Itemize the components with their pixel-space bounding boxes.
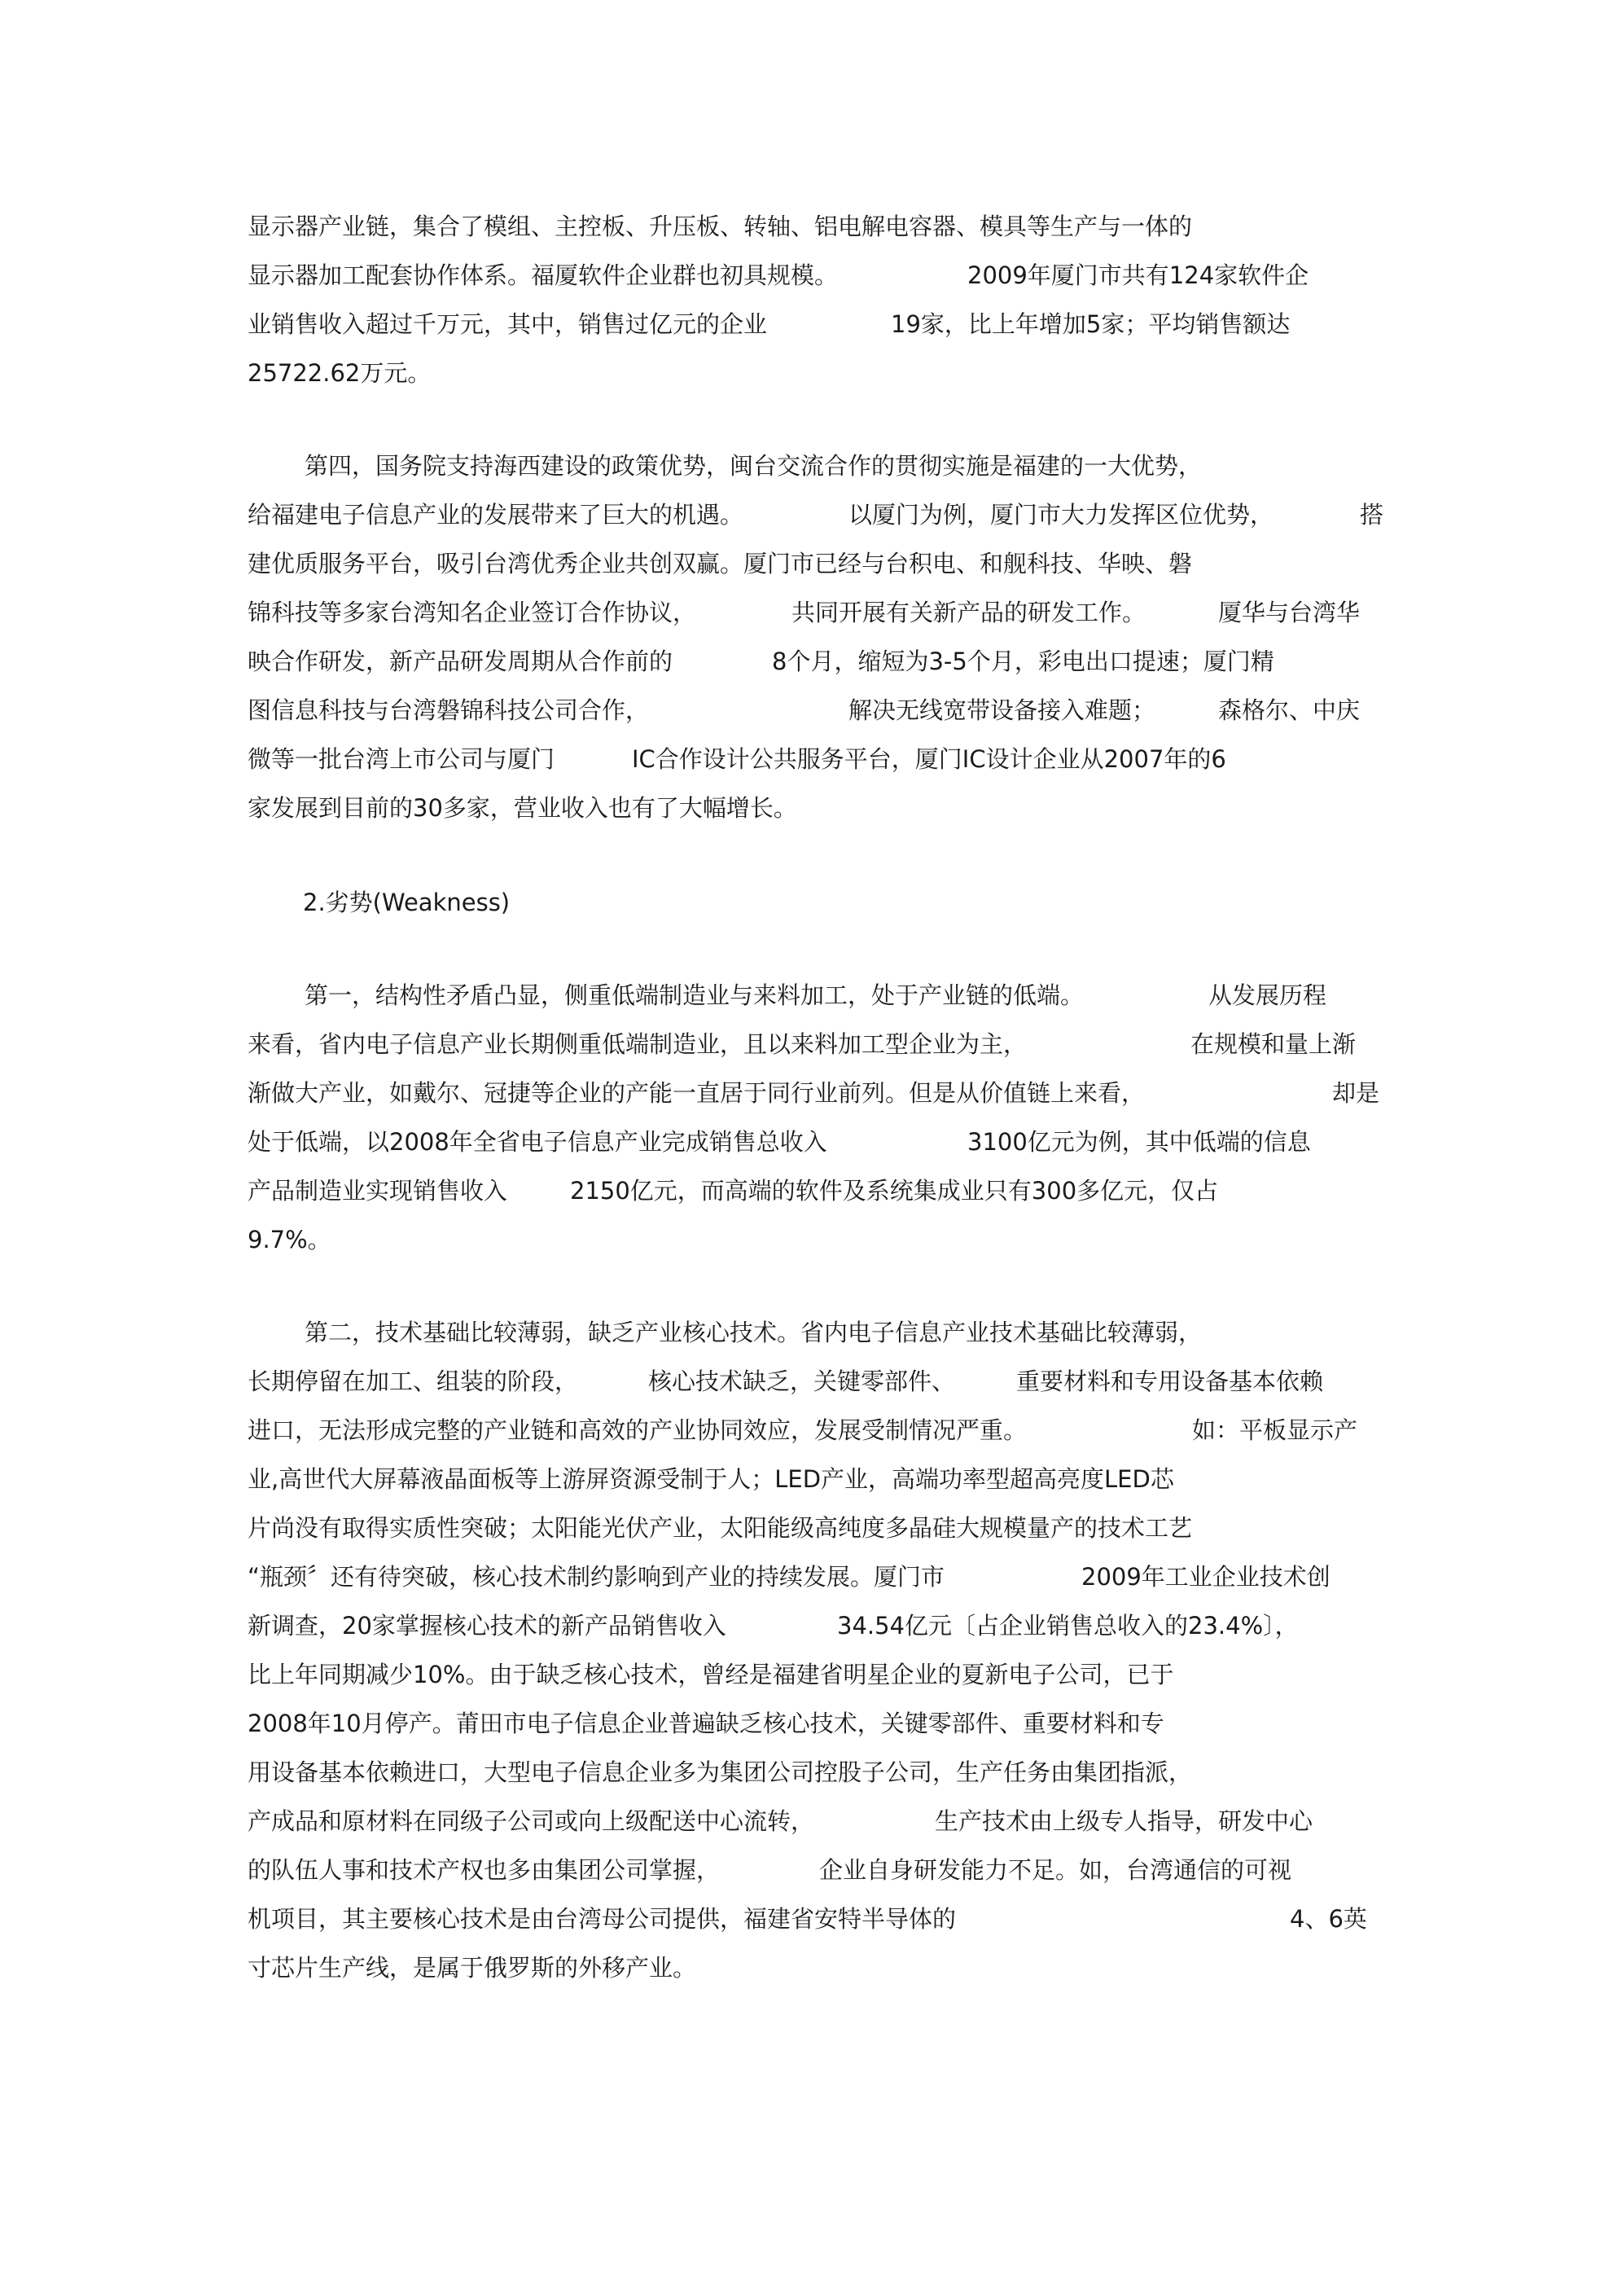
text-segment: 锦科技等多家台湾知名企业签订合作协议， <box>248 599 697 626</box>
p3-line-4-seg <box>967 1126 1311 1158</box>
text-segment: 的队伍人事和技术产权也多由集团公司掌握， <box>248 1856 721 1884</box>
text-segment: 核心技术缺乏，关键零部件、 <box>648 1368 956 1395</box>
p4-line-7-seg <box>837 1609 1299 1642</box>
p2-line-4-seg <box>1218 596 1360 629</box>
text-segment: 企业自身研发能力不足。如，台湾通信的可视 <box>819 1856 1292 1884</box>
p4-line-13 <box>248 1903 956 1935</box>
p2-line-7-seg <box>632 743 1226 775</box>
text-segment: 从发展历程 <box>1208 981 1327 1009</box>
text-segment: 解决无线宽带设备接入难题； <box>848 696 1156 724</box>
p2-line-2 <box>248 498 743 531</box>
p1-line-3 <box>248 308 767 340</box>
text-segment: 搭 <box>1360 501 1384 529</box>
text-segment: 森格尔、中庆 <box>1218 696 1361 724</box>
text-segment: 渐做大产业，如戴尔、冠捷等企业的产能一直居于同行业前列。但是从价值链上来看， <box>248 1079 1146 1107</box>
p3-line-3 <box>248 1077 1145 1109</box>
p2-line-2-seg <box>1360 498 1383 531</box>
text-segment: 厦华与台湾华 <box>1218 599 1361 626</box>
p3-line-6 <box>248 1223 331 1256</box>
text-segment: 片尚没有取得实质性突破；太阳能光伏产业，太阳能级高纯度多晶硅大规模量产的技术工艺 <box>248 1514 1193 1542</box>
text-segment: 以厦门为例，厦门市大力发挥区位优势， <box>848 501 1274 529</box>
text-segment: 第一，结构性矛盾凸显，侧重低端制造业与来料加工，处于产业链的低端。 <box>305 981 1085 1009</box>
p3-line-4 <box>248 1126 827 1158</box>
text-segment: 2009年工业企业技术创 <box>1081 1563 1330 1591</box>
section-heading-weakness: 2.劣势(Weakness) <box>303 889 511 916</box>
text-segment: 在规模和量上渐 <box>1190 1030 1357 1058</box>
p2-line-2-seg <box>848 498 1273 531</box>
text-segment: 2009年厦门市共有124家软件企 <box>967 261 1309 289</box>
p3-line-5 <box>248 1174 507 1207</box>
text-segment: 来看，省内电子信息产业长期侧重低端制造业，且以来料加工型企业为主， <box>248 1030 1028 1058</box>
p4-line-5 <box>248 1512 1192 1544</box>
p2-line-8 <box>248 792 797 824</box>
p3-line-2-seg <box>1190 1028 1356 1060</box>
text-segment: “瓶颈〞还有待突破，核心技术制约影响到产业的持续发展。厦门市 <box>248 1563 945 1591</box>
p1-line-2 <box>248 259 838 292</box>
p4-line-6 <box>248 1561 945 1593</box>
text-segment: 机项目，其主要核心技术是由台湾母公司提供，福建省安特半导体的 <box>248 1905 957 1933</box>
p2-line-4-seg <box>791 596 1146 629</box>
text-segment: 处于低端，以2008年全省电子信息产业完成销售总收入 <box>248 1128 827 1156</box>
p1-line-1 <box>248 210 1192 243</box>
text-segment: 25722.62万元。 <box>248 359 432 387</box>
text-segment: 如：平板显示产 <box>1192 1416 1358 1444</box>
p4-line-11 <box>248 1805 814 1837</box>
text-segment: 寸芯片生产线，是属于俄罗斯的外移产业。 <box>248 1954 697 1982</box>
p2-line-5 <box>248 645 673 678</box>
p4-line-14 <box>248 1951 696 1984</box>
p4-line-8 <box>248 1658 1173 1691</box>
text-segment: 家发展到目前的30多家，营业收入也有了大幅增长。 <box>248 794 797 822</box>
p4-line-13-seg <box>1290 1903 1367 1935</box>
text-segment: 进口，无法形成完整的产业链和高效的产业协同效应，发展受制情况严重。 <box>248 1416 1028 1444</box>
p3-line-3-seg <box>1332 1077 1379 1109</box>
p2-line-1 <box>305 450 1202 482</box>
p4-line-2-seg <box>1016 1365 1323 1398</box>
p4-line-9 <box>248 1707 1164 1740</box>
p4-line-12-seg <box>819 1854 1291 1886</box>
p2-line-6-seg <box>848 694 1155 727</box>
text-segment: 产成品和原材料在同级子公司或向上级配送中心流转， <box>248 1807 815 1835</box>
p2-line-7 <box>248 743 555 775</box>
text-segment: 重要材料和专用设备基本依赖 <box>1016 1368 1324 1395</box>
text-segment: 比上年同期减少10%。由于缺乏核心技术，曾经是福建省明星企业的夏新电子公司，已于 <box>248 1661 1174 1688</box>
text-segment: 业,高世代大屏幕液晶面板等上游屏资源受制于人；LED产业，高端功率型超高亮度LED芯 <box>248 1465 1174 1493</box>
p2-line-5-seg <box>772 645 1274 678</box>
text-segment: 映合作研发，新产品研发周期从合作前的 <box>248 648 673 675</box>
text-segment: 第二，技术基础比较薄弱，缺乏产业核心技术。省内电子信息产业技术基础比较薄弱， <box>305 1319 1203 1346</box>
p1-line-2-seg <box>967 259 1309 292</box>
p3-line-1 <box>305 979 1084 1012</box>
text-segment: 34.54亿元〔占企业销售总收入的23.4%〕， <box>837 1612 1299 1640</box>
p2-line-6 <box>248 694 649 727</box>
p4-line-3-seg <box>1192 1414 1357 1447</box>
text-segment: 长期停留在加工、组装的阶段， <box>248 1368 579 1395</box>
p4-line-7 <box>248 1609 726 1642</box>
text-segment: 9.7%。 <box>248 1226 331 1253</box>
text-segment: 图信息科技与台湾磐锦科技公司合作， <box>248 696 650 724</box>
text-segment: 显示器加工配套协作体系。福厦软件企业群也初具规模。 <box>248 261 839 289</box>
text-segment: 显示器产业链，集合了模组、主控板、升压板、转轴、铝电解电容器、模具等生产与一体的 <box>248 213 1193 240</box>
text-segment: 19家，比上年增加5家；平均销售额达 <box>891 310 1291 338</box>
text-segment: 建优质服务平台，吸引台湾优秀企业共创双赢。厦门市已经与台积电、和舰科技、华映、磐 <box>248 550 1193 577</box>
p1-line-4 <box>248 357 431 389</box>
text-segment: 2008年10月停产。莆田市电子信息企业普遍缺乏核心技术，关键零部件、重要材料和专 <box>248 1710 1164 1737</box>
text-segment: 新调查，20家掌握核心技术的新产品销售收入 <box>248 1612 726 1640</box>
p4-line-3 <box>248 1414 1027 1447</box>
p4-line-2-seg <box>648 1365 955 1398</box>
text-segment: 2150亿元，而高端的软件及系统集成业只有300多亿元，仅占 <box>570 1177 1219 1205</box>
text-segment: 生产技术由上级专人指导，研发中心 <box>935 1807 1313 1835</box>
text-segment: 微等一批台湾上市公司与厦门 <box>248 745 555 773</box>
text-segment: IC合作设计公共服务平台，厦门IC设计企业从2007年的6 <box>632 745 1226 773</box>
p3-line-1-seg <box>1208 979 1326 1012</box>
p2-line-6-seg <box>1218 694 1360 727</box>
text-segment: 却是 <box>1332 1079 1380 1107</box>
text-segment: 用设备基本依赖进口，大型电子信息企业多为集团公司控股子公司，生产任务由集团指派， <box>248 1758 1193 1786</box>
text-segment: 给福建电子信息产业的发展带来了巨大的机遇。 <box>248 501 744 529</box>
p2-line-4 <box>248 596 696 629</box>
p4-line-10 <box>248 1756 1192 1789</box>
p2-line-3 <box>248 547 1192 580</box>
p3-line-5-seg <box>570 1174 1218 1207</box>
p4-line-1 <box>305 1316 1202 1349</box>
p4-line-11-seg <box>935 1805 1313 1837</box>
text-segment: 8个月，缩短为3-5个月，彩电出口提速；厦门精 <box>772 648 1274 675</box>
p4-line-2 <box>248 1365 578 1398</box>
text-segment: 第四，国务院支持海西建设的政策优势，闽台交流合作的贯彻实施是福建的一大优势， <box>305 452 1203 480</box>
p1-line-3-seg <box>891 308 1290 340</box>
text-segment: 产品制造业实现销售收入 <box>248 1177 508 1205</box>
text-segment: 业销售收入超过千万元，其中，销售过亿元的企业 <box>248 310 768 338</box>
p4-line-6-seg <box>1081 1561 1330 1593</box>
p4-line-4 <box>248 1463 1174 1495</box>
text-segment: 共同开展有关新产品的研发工作。 <box>791 599 1146 626</box>
p4-line-12 <box>248 1854 720 1886</box>
p3-line-2 <box>248 1028 1027 1060</box>
text-segment: 3100亿元为例，其中低端的信息 <box>967 1128 1311 1156</box>
text-segment: 4、6英 <box>1290 1905 1367 1933</box>
